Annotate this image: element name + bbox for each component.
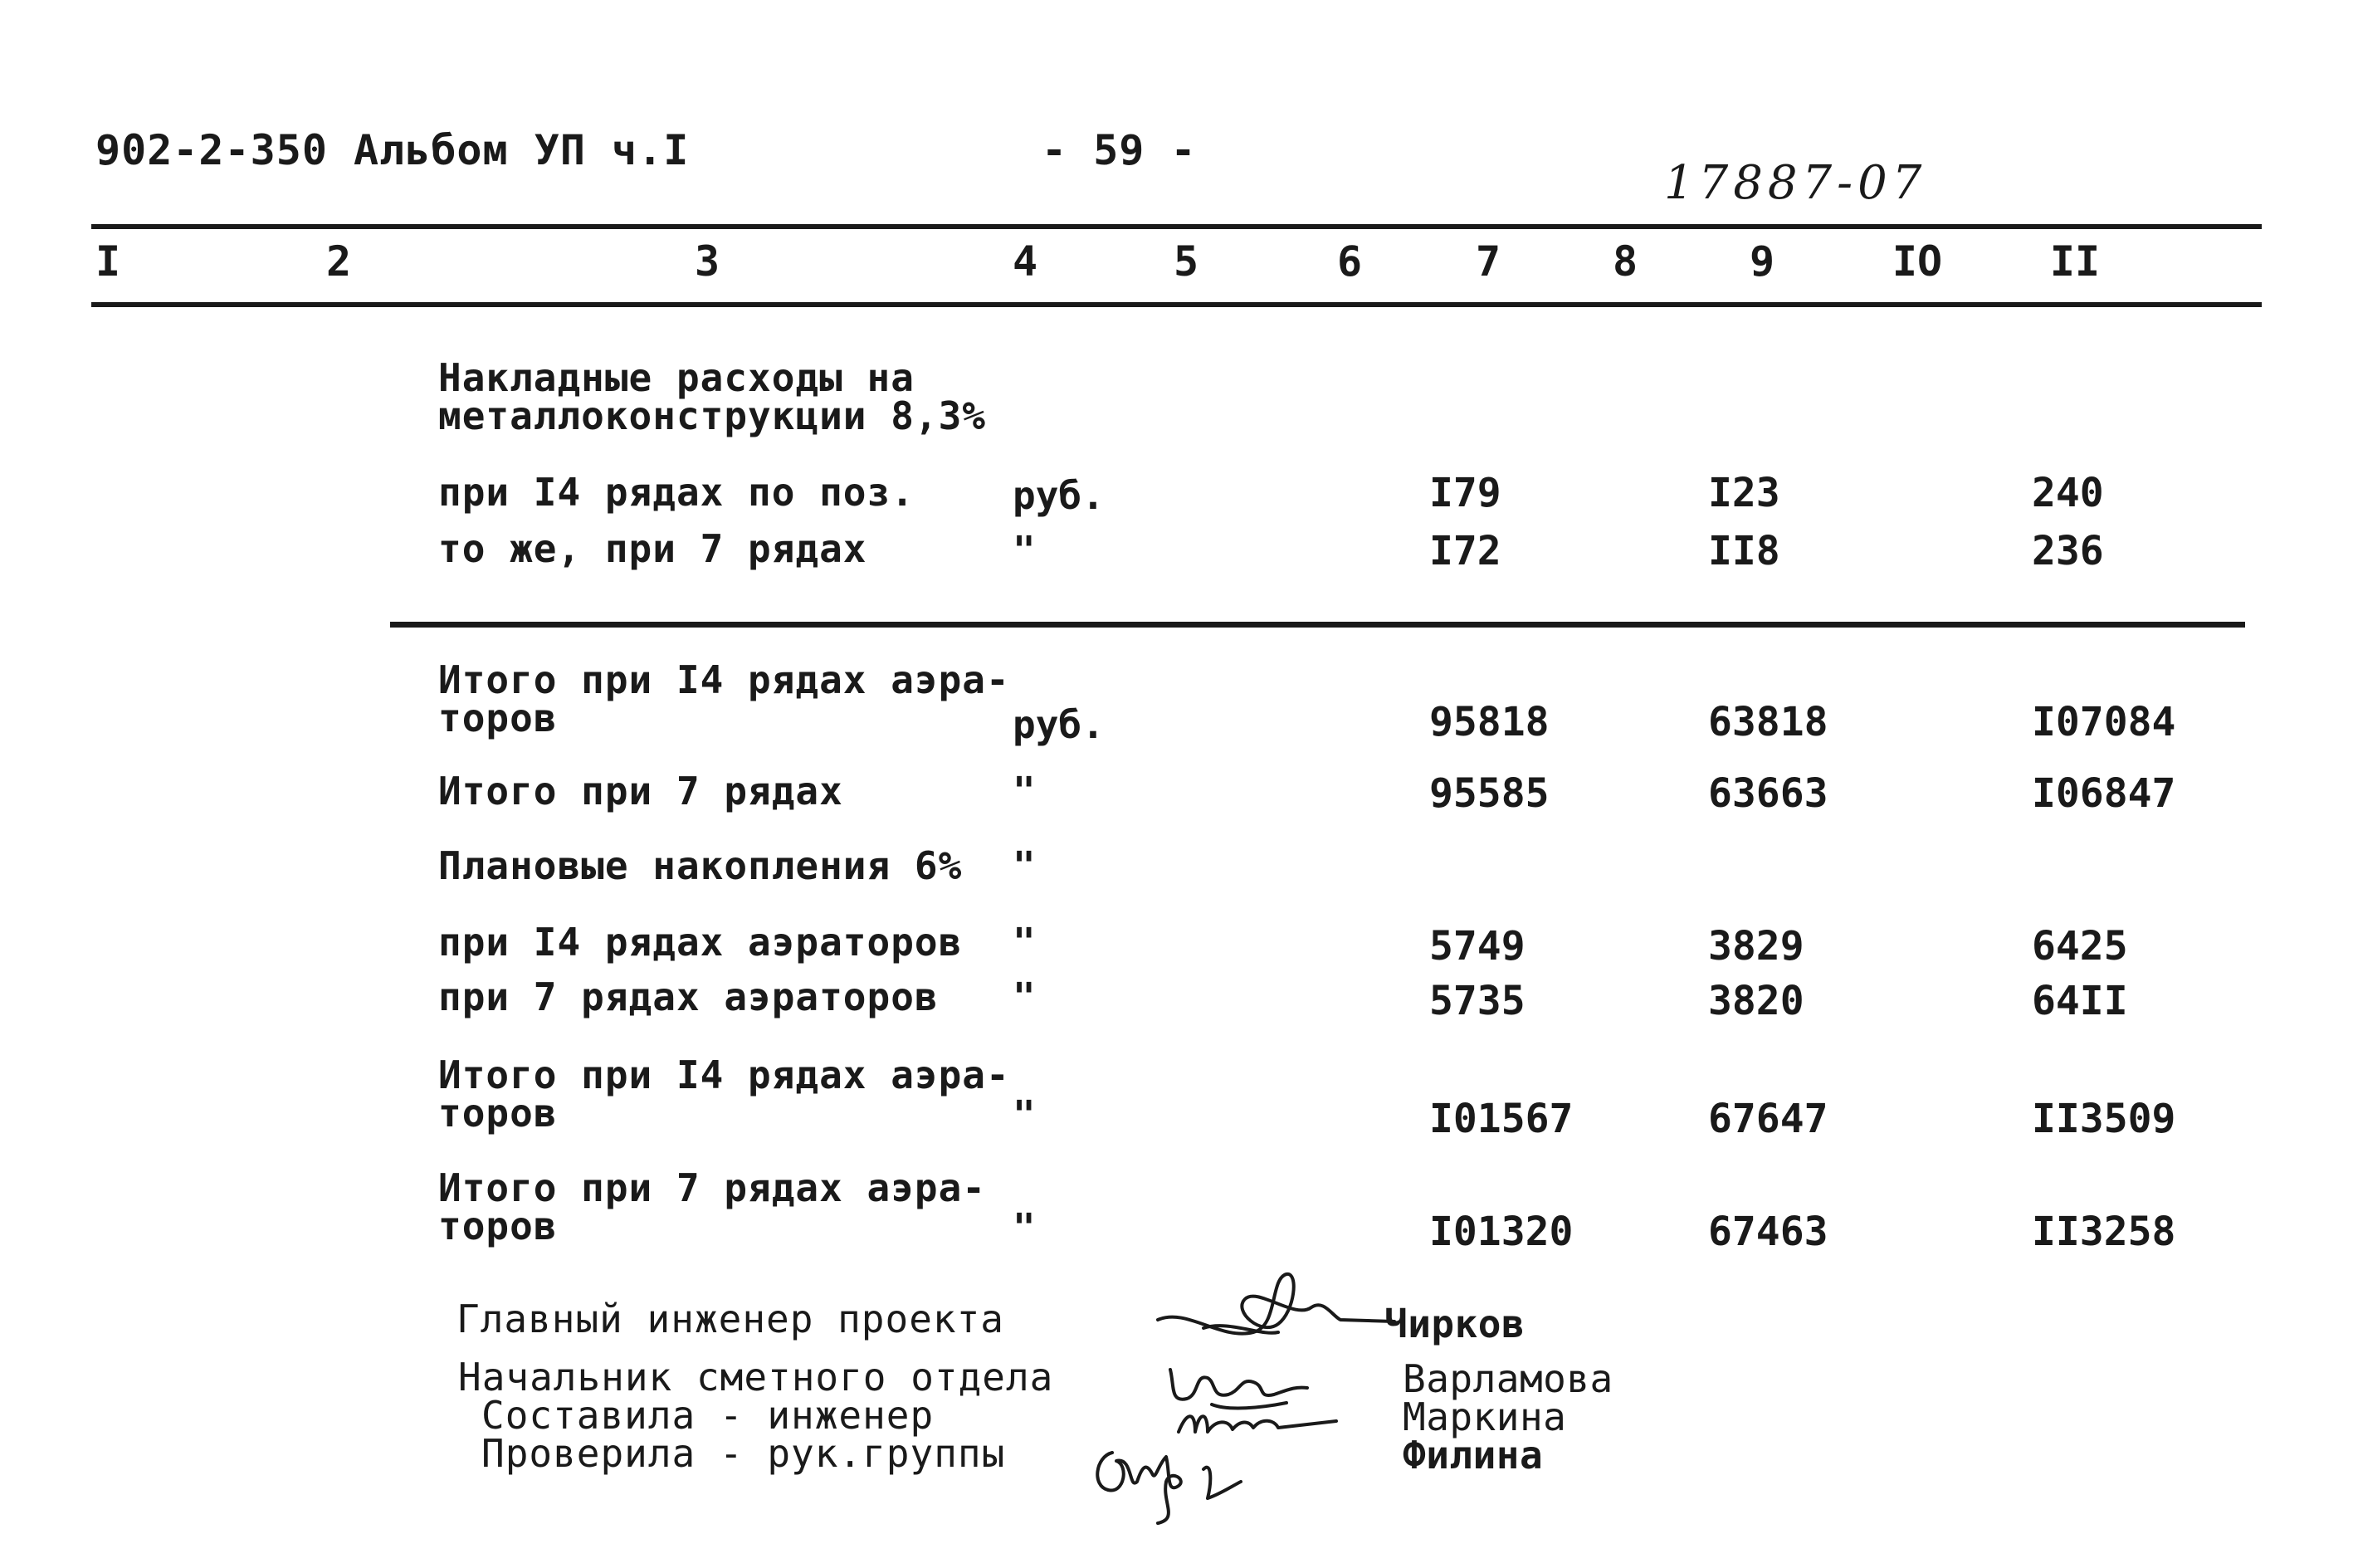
cell-col7: I79: [1429, 470, 1501, 516]
cell-col7: 95818: [1429, 699, 1550, 745]
signature-name: Филина: [1403, 1433, 1544, 1478]
handwritten-code: 17887-07: [1664, 156, 1927, 210]
row-description: при I4 рядах по поз.: [438, 470, 915, 515]
row-description: Итого при 7 рядах: [438, 769, 843, 813]
row-unit: ": [1013, 975, 1036, 1019]
signature-scribble-chirkov: [1154, 1262, 1403, 1353]
section-rule: [390, 622, 2245, 628]
column-number: 7: [1475, 237, 1501, 286]
cell-col9: 67647: [1708, 1096, 1828, 1142]
cell-col7: I72: [1429, 528, 1501, 574]
cell-col9: II8: [1708, 528, 1780, 574]
row-description: при I4 рядах аэраторов: [438, 920, 963, 965]
row-description: при 7 рядах аэраторов: [438, 975, 939, 1019]
row-unit: руб.: [1013, 473, 1105, 518]
row-unit: ": [1013, 1205, 1036, 1250]
column-number: I: [95, 237, 121, 286]
row-unit: ": [1013, 1092, 1036, 1137]
document-code: 902-2-350 Альбом УП ч.I: [95, 126, 690, 174]
cell-col11: 240: [2032, 470, 2104, 516]
row-description: Итого при I4 рядах аэра-: [438, 1053, 1010, 1097]
cell-col11: II3509: [2032, 1096, 2176, 1142]
cell-col9: 63663: [1708, 770, 1828, 817]
column-number: 4: [1012, 237, 1038, 286]
cell-col9: I23: [1708, 470, 1780, 516]
signature-title: Главный инженер проекта: [456, 1297, 1004, 1341]
column-number: 3: [694, 237, 720, 286]
cell-col7: 95585: [1429, 770, 1550, 817]
signature-title: Составила - инженер: [481, 1393, 935, 1438]
signature-name: Чирков: [1384, 1302, 1526, 1346]
cell-col9: 63818: [1708, 699, 1828, 745]
column-number: 5: [1173, 237, 1199, 286]
cell-col11: II3258: [2032, 1209, 2176, 1255]
row-description: Плановые накопления 6%: [438, 843, 963, 888]
column-number: 9: [1749, 237, 1775, 286]
row-description: металлоконструкции 8,3%: [438, 393, 986, 438]
signature-name: Варламова: [1403, 1356, 1613, 1401]
cell-col9: 67463: [1708, 1209, 1828, 1255]
cell-col7: I01567: [1429, 1096, 1574, 1142]
cell-col11: 64II: [2032, 978, 2128, 1024]
signature-name: Маркина: [1403, 1395, 1567, 1439]
page-number: - 59 -: [1042, 126, 1197, 174]
cell-col7: 5735: [1429, 978, 1526, 1024]
column-number: 2: [325, 237, 352, 286]
row-unit: ": [1013, 843, 1036, 888]
row-description: Итого при I4 рядах аэра-: [438, 657, 1010, 702]
row-unit: ": [1013, 920, 1036, 965]
header-bottom-rule: [91, 302, 2262, 307]
signature-title: Начальник сметного отдела: [458, 1355, 1054, 1399]
row-unit: ": [1013, 769, 1036, 813]
signature-scribble-filina: [1087, 1436, 1270, 1527]
column-number: II: [2049, 237, 2101, 286]
column-number: 6: [1336, 237, 1363, 286]
header-top-rule: [91, 224, 2262, 229]
row-description: Итого при 7 рядах аэра-: [438, 1165, 986, 1210]
cell-col11: 6425: [2032, 923, 2128, 970]
cell-col11: 236: [2032, 528, 2104, 574]
column-number: 8: [1612, 237, 1638, 286]
row-description: торов: [438, 1204, 558, 1248]
cell-col9: 3829: [1708, 923, 1804, 970]
cell-col9: 3820: [1708, 978, 1804, 1024]
signature-title: Проверила - рук.группы: [481, 1431, 1006, 1476]
row-unit: ": [1013, 528, 1036, 573]
column-number: IO: [1892, 237, 1943, 286]
row-description: Накладные расходы на: [438, 355, 915, 400]
cell-col7: I01320: [1429, 1209, 1574, 1255]
row-description: торов: [438, 696, 558, 740]
row-description: то же, при 7 рядах: [438, 526, 867, 571]
cell-col7: 5749: [1429, 923, 1526, 970]
row-unit: руб.: [1013, 702, 1105, 747]
cell-col11: I07084: [2032, 699, 2176, 745]
cell-col11: I06847: [2032, 770, 2176, 817]
row-description: торов: [438, 1091, 558, 1136]
